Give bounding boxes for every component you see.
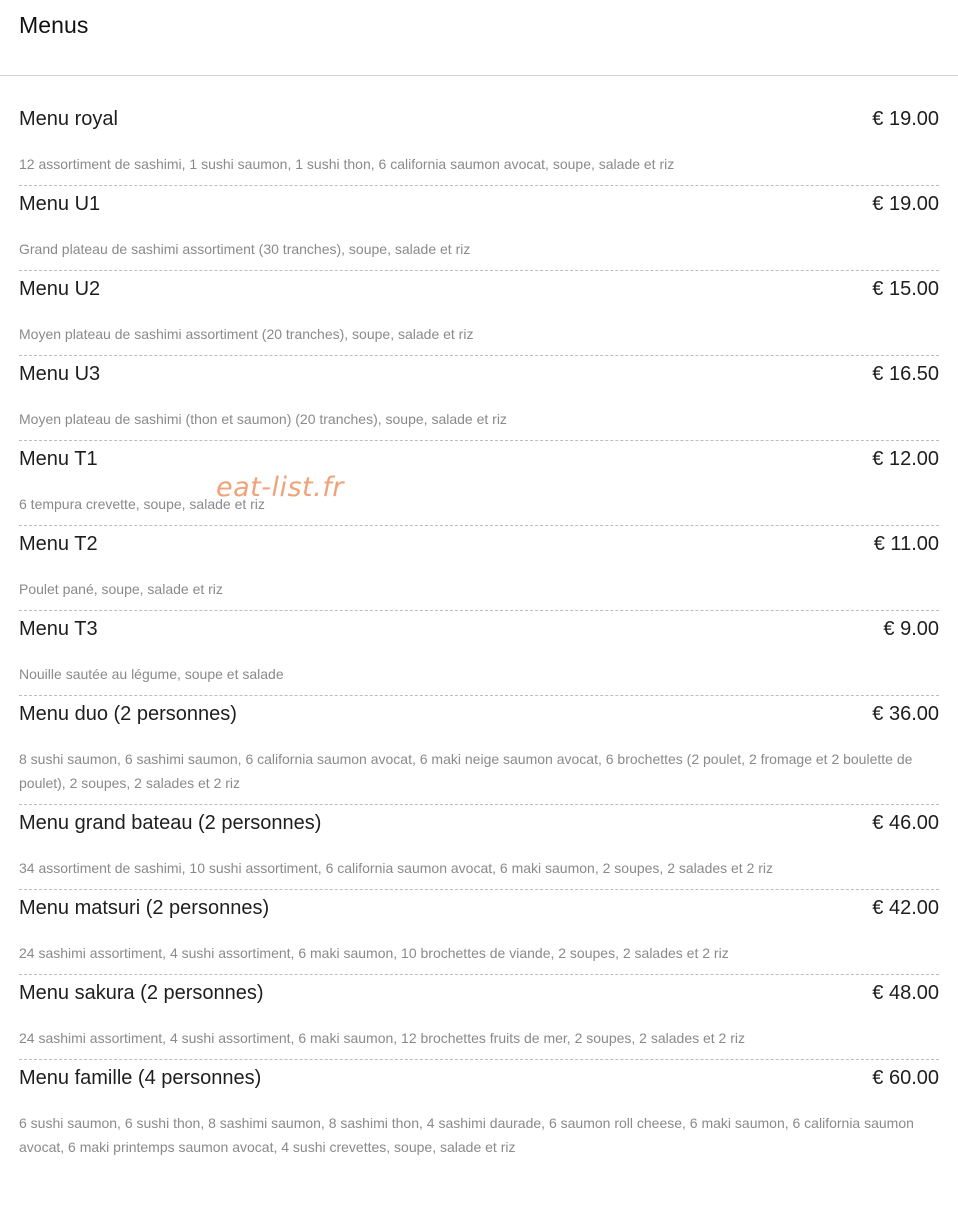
menu-item-description: Moyen plateau de sashimi (thon et saumon) (20 tranches), soupe, salade et riz	[19, 411, 507, 427]
menu-item-price: € 48.00	[872, 982, 939, 1004]
menu-item-name: Menu matsuri (2 personnes)	[19, 897, 270, 919]
menu-item-header	[19, 363, 939, 391]
menu-item-name: Menu T1	[19, 448, 98, 470]
menu-item-header	[19, 448, 939, 476]
menu-item-price: € 19.00	[872, 108, 939, 130]
menu-item-header	[19, 982, 939, 1010]
menu-item-description: Poulet pané, soupe, salade et riz	[19, 581, 223, 597]
menu-item	[19, 193, 939, 271]
menu-item-header	[19, 108, 939, 136]
menu-item	[19, 533, 939, 611]
menu-item-price: € 42.00	[872, 897, 939, 919]
menu-item-price: € 60.00	[872, 1067, 939, 1089]
menu-item-name: Menu duo (2 personnes)	[19, 703, 237, 725]
menu-item	[19, 1067, 939, 1168]
menu-item-name: Menu U1	[19, 193, 101, 215]
menu-item-price: € 12.00	[872, 448, 939, 470]
menu-item	[19, 897, 939, 975]
menu-item-header	[19, 193, 939, 221]
menu-item-price: € 19.00	[872, 193, 939, 215]
menu-item-description: 34 assortiment de sashimi, 10 sushi assortiment, 6 california saumon avocat, 6 maki saumon, 2 soupes, 2 salades et 2 riz	[19, 860, 774, 876]
menu-item	[19, 363, 939, 441]
menu-item-name: Menu royal	[19, 108, 118, 130]
menu-item-name: Menu grand bateau (2 personnes)	[19, 812, 322, 834]
menu-item-name: Menu T2	[19, 533, 98, 555]
menu-item-description: 8 sushi saumon, 6 sashimi saumon, 6 california saumon avocat, 6 maki neige saumon avocat, 6 brochettes (2 poulet, 2 fromage et 2 boulette de poulet), 2 soupes, 2 salades et 2 riz	[19, 751, 913, 791]
menu-item-description: 6 tempura crevette, soupe, salade et riz	[19, 496, 265, 512]
menu-item-description: Nouille sautée au légume, soupe et salade	[19, 666, 284, 682]
menu-item-name: Menu famille (4 personnes)	[19, 1067, 262, 1089]
menu-item-price: € 16.50	[872, 363, 939, 385]
menu-item-description: 24 sashimi assortiment, 4 sushi assortiment, 6 maki saumon, 10 brochettes de viande, 2 soupes, 2 salades et 2 riz	[19, 945, 729, 961]
menu-item	[19, 812, 939, 890]
menu-item-description: 24 sashimi assortiment, 4 sushi assortiment, 6 maki saumon, 12 brochettes fruits de mer, 2 soupes, 2 salades et 2 riz	[19, 1030, 746, 1046]
menu-item-header	[19, 618, 939, 646]
menu-item-name: Menu U3	[19, 363, 101, 385]
menu-item-header	[19, 703, 939, 731]
menu-item-price: € 11.00	[873, 533, 939, 555]
page-header	[0, 0, 958, 76]
menu-item-name: Menu U2	[19, 278, 101, 300]
menu-item-name: Menu sakura (2 personnes)	[19, 982, 264, 1004]
menu-item-description: 6 sushi saumon, 6 sushi thon, 8 sashimi saumon, 8 sashimi thon, 4 sashimi daurade, 6 saumon roll cheese, 6 maki saumon, 6 california saumon avocat, 6 maki printemps saumon avocat, 4 sushi crevettes, soupe, salade et riz	[19, 1115, 914, 1155]
menu-item-header	[19, 533, 939, 561]
menu-item	[19, 618, 939, 696]
menu-item-header	[19, 1067, 939, 1095]
menu-item-header	[19, 897, 939, 925]
watermark: eat-list.fr	[216, 472, 344, 503]
menu-item-description: Moyen plateau de sashimi assortiment (20 tranches), soupe, salade et riz	[19, 326, 474, 342]
page-title: Menus	[19, 12, 89, 38]
menu-item-price: € 46.00	[872, 812, 939, 834]
menu-item-price: € 9.00	[883, 618, 939, 640]
menu-item-price: € 15.00	[872, 278, 939, 300]
menu-list	[0, 108, 958, 1168]
menu-item-description: 12 assortiment de sashimi, 1 sushi saumon, 1 sushi thon, 6 california saumon avocat, soupe, salade et riz	[19, 156, 675, 172]
menu-item-description: Grand plateau de sashimi assortiment (30 tranches), soupe, salade et riz	[19, 241, 471, 257]
menu-item	[19, 703, 939, 805]
menu-item-header	[19, 812, 939, 840]
menu-item-price: € 36.00	[872, 703, 939, 725]
menu-item	[19, 108, 939, 186]
menu-item	[19, 278, 939, 356]
menu-item-name: Menu T3	[19, 618, 98, 640]
menu-item	[19, 982, 939, 1060]
menu-item-header	[19, 278, 939, 306]
menu-item	[19, 448, 939, 526]
